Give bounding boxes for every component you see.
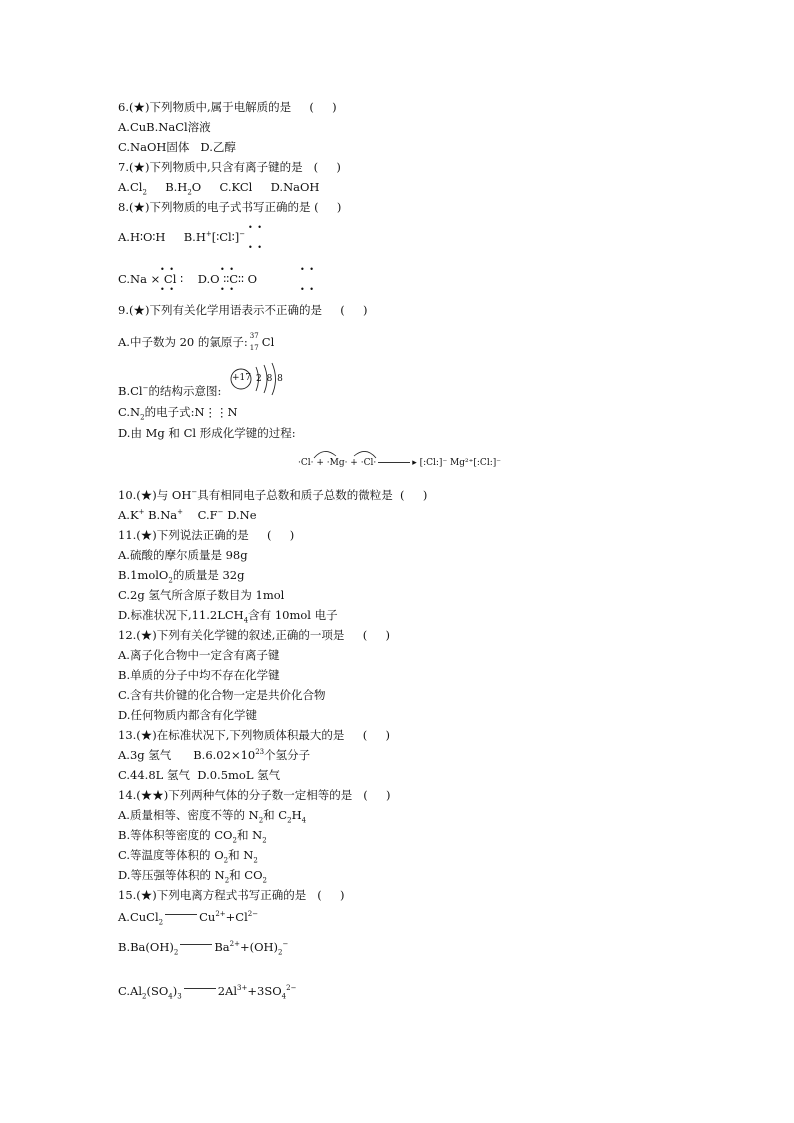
q8-opt-b-bracket-close: ∶]: [231, 230, 240, 244]
q10-opt-b: B.Na: [148, 508, 178, 522]
q15-opt-c-right: 2Al: [217, 984, 238, 998]
electron-dots: • •: [220, 265, 235, 274]
q13-opt-b-tail: 个氢分子: [264, 748, 311, 762]
q8-opt-b: B.H: [183, 230, 206, 244]
equals-line: [184, 988, 216, 989]
q15-opt-c-mid: (SO: [146, 984, 169, 998]
q8-opt-d: D.: [197, 272, 211, 286]
q10-options: A.K+ B.Na+ C.F− D.Ne: [118, 508, 257, 522]
q11-opt-d: D.标准状况下$,11.2LCH_4$含有 10mol 电子: [118, 608, 338, 625]
q14-stem: 14.(★★)下列两种气体的分子数一定相等的是 ( ): [118, 788, 391, 802]
q15-stem: 15.(★)下列电离方程式书写正确的是 ( ): [118, 888, 345, 902]
q14-opt-c-text: C.等温度等体积的 O: [118, 848, 224, 862]
q14-opt-b-tail: 和 N: [236, 828, 263, 842]
q15-opt-a: A.CuCl$_2$ $Cu^{2+}+Cl^{2-}$: [118, 910, 259, 927]
q9-opt-a-symbol: Cl: [261, 335, 275, 349]
electron-shells: 2 8 8: [256, 374, 283, 384]
q11-opt-b-text: B.1molO: [118, 568, 169, 582]
q15-opt-c-left: C.Al: [118, 984, 143, 998]
q11-opt-c: C.2g 氢气所含原子数目为 1mol: [118, 588, 285, 602]
q14-opt-b-text: B.等体积等密度的 CO: [118, 828, 233, 842]
q14-opt-d: D.等压强等体积的 $N_2$和 $CO_2$: [118, 868, 268, 885]
q11-opt-b-tail: 的质量是 32g: [172, 568, 245, 582]
q7-opt-c: C.KCl: [219, 180, 253, 194]
q10-opt-c: C.F: [197, 508, 218, 522]
atomic-number: 17: [249, 344, 259, 352]
q9-opt-b-tail: 的结构示意图:: [148, 384, 222, 398]
q15-opt-b-left: B.Ba(OH): [118, 940, 174, 954]
q13-stem: 13.(★)在标准状况下,下列物质体积最大的是 ( ): [118, 728, 390, 742]
q9-opt-c-text: C.N: [118, 405, 141, 419]
q15-opt-b-right2: +(OH): [239, 940, 279, 954]
q10-opt-d: D.Ne: [227, 508, 257, 522]
q8-opt-a: A.H∶O∶H: [118, 230, 166, 244]
q14-opt-c-tail: 和 N: [228, 848, 254, 862]
q8-opt-b-atom: Cl: [219, 230, 232, 244]
q9-opt-a: [118, 332, 275, 352]
q13-opt-ab-text: A.3g 氢气 B.6.02×10: [118, 748, 256, 762]
q8-options-cd: C.Na × Cl ∶ D.O ∶∶C∶∶ O: [118, 272, 258, 286]
electron-dots: • •: [300, 265, 315, 274]
electron-dots: • •: [220, 285, 235, 294]
q14-opt-a-tail: H: [291, 808, 302, 822]
reaction-arrow: [378, 462, 410, 463]
q13-options-ab: [118, 748, 310, 762]
electron-dots: • •: [160, 285, 175, 294]
subscript: 2: [140, 413, 145, 422]
electron-transfer-arrows: [310, 446, 390, 460]
q9-opt-d: D.由 Mg 和 Cl 形成化学键的过程:: [118, 426, 296, 440]
q8-options-ab: A.H∶O∶H B.H+[∶Cl∶]−: [118, 230, 246, 244]
q9-opt-c-tail: 的电子式:N⋮⋮N: [144, 405, 238, 419]
q11-stem: 11.(★)下列说法正确的是 ( ): [118, 528, 295, 542]
subscript: 2: [187, 188, 192, 197]
q12-opt-d: D.任何物质内都含有化学键: [118, 708, 257, 722]
q14-opt-a-text: A.质量相等、密度不等的 N: [118, 808, 259, 822]
q15-opt-b: $B.Ba(OH)_2$ $Ba^{2+}+(OH)_2^-$: [118, 940, 289, 957]
q7-opt-b: B.H: [165, 180, 188, 194]
q12-opt-c: C.含有共价键的化合物一定是共价化合物: [118, 688, 326, 702]
subscript: 2: [142, 188, 147, 197]
electron-dots: • •: [248, 243, 263, 252]
equals-line: [165, 914, 197, 915]
q6-options-ab: A.CuB.NaCl溶液: [118, 120, 211, 134]
q11-opt-d-text: D.标准状况下,11.2LCH: [118, 608, 244, 622]
q10-stem: 10.(★)与 OH−具有相同电子总数和质子总数的微粒是 ( ): [118, 488, 428, 502]
q13-options-cd: C.44.8L 氢气 D.0.5moL 氢气: [118, 768, 281, 782]
q14-opt-d-text: D.等压强等体积的 N: [118, 868, 225, 882]
equation-product: [:Cl:]⁻ Mg²⁺[:Cl:]⁻: [419, 458, 501, 468]
q15-opt-c-right2: +3SO: [247, 984, 282, 998]
nucleus-charge: +17: [232, 373, 251, 383]
mgcl2-formation-equation: ·Cl· + ·Mg· + ·Cl· ▸ [:Cl:]⁻ Mg²⁺[:Cl:]⁻: [298, 458, 501, 468]
q7-opt-a: A.Cl: [118, 180, 143, 194]
exponent: 23: [255, 748, 265, 757]
q15-opt-a-left: A.CuCl: [118, 910, 159, 924]
mass-number: 37: [249, 332, 259, 340]
q7-options: [118, 180, 320, 197]
q12-opt-a: A.离子化合物中一定含有离子键: [118, 648, 280, 662]
q14-opt-a-mid: 和 C: [263, 808, 288, 822]
q11-opt-d-tail: 含有 10mol 电子: [248, 608, 338, 622]
q9-opt-c: [118, 405, 238, 422]
electron-dots: • •: [248, 223, 263, 232]
q8-opt-c-atom: Cl: [163, 272, 177, 286]
q7-opt-d: D.NaOH: [270, 180, 320, 194]
q11-opt-b: B.1molO$_2$的质量是 32g: [118, 568, 245, 585]
q14-opt-d-tail: 和 CO: [229, 868, 263, 882]
q11-opt-a: A.硫酸的摩尔质量是 98g: [118, 548, 248, 562]
q7-stem: 7.(★)下列物质中,只含有离子键的是 ( ): [118, 160, 341, 174]
q8-opt-b-bracket-open: [∶: [211, 230, 220, 244]
q10-stem-tail: 具有相同电子总数和质子总数的微粒是 ( ): [197, 488, 428, 502]
q12-stem: 12.(★)下列有关化学键的叙述,正确的一项是 ( ): [118, 628, 390, 642]
q9-opt-b: B.Cl−的结构示意图:: [118, 384, 222, 398]
electron-dots: • •: [160, 265, 175, 274]
q8-opt-c-tail: ∶: [180, 272, 184, 286]
q9-stem: 9.(★)下列有关化学用语表示不正确的是 ( ): [118, 303, 368, 317]
q15-opt-a-right: Cu: [199, 910, 216, 924]
electron-dots: • •: [300, 285, 315, 294]
q14-opt-b: B.等体积等密度的 $CO_2$和 $N_2$: [118, 828, 267, 845]
q9-opt-a-text: A.中子数为 20 的氯原子:: [118, 335, 248, 349]
q7-opt-b-tail: O: [191, 180, 202, 194]
q8-opt-d-body: O ∶∶C∶∶ O: [210, 272, 258, 286]
q8-opt-c: C.Na: [118, 272, 147, 286]
q15-opt-b-right: Ba: [214, 940, 230, 954]
q15-opt-c: $C.Al_2(SO_4)_3$ $2Al^{3+}+3SO_4^{2-}$: [118, 984, 297, 1001]
q10-opt-a: A.K: [118, 508, 139, 522]
q6-stem: 6.(★)下列物质中,属于电解质的是 ( ): [118, 100, 337, 114]
q12-opt-b: B.单质的分子中均不存在化学键: [118, 668, 280, 682]
q8-stem: 8.(★)下列物质的电子式书写正确的是 ( ): [118, 200, 342, 214]
q6-options-cd: C.NaOH固体 D.乙醇: [118, 140, 236, 154]
equals-line: [180, 944, 212, 945]
q14-opt-c: C.等温度等体积的 $O_2$和 $N_2$: [118, 848, 258, 865]
q15-opt-a-right2: +Cl: [225, 910, 248, 924]
equation-reactants: ·Cl· + ·Mg· + ·Cl·: [298, 458, 377, 468]
q10-stem-text: 10.(★)与 OH: [118, 488, 192, 502]
q9-opt-b-text: B.Cl: [118, 384, 143, 398]
q14-opt-a: A.质量相等、密度不等的 $N_2$和 $C_2H_4$: [118, 808, 307, 825]
